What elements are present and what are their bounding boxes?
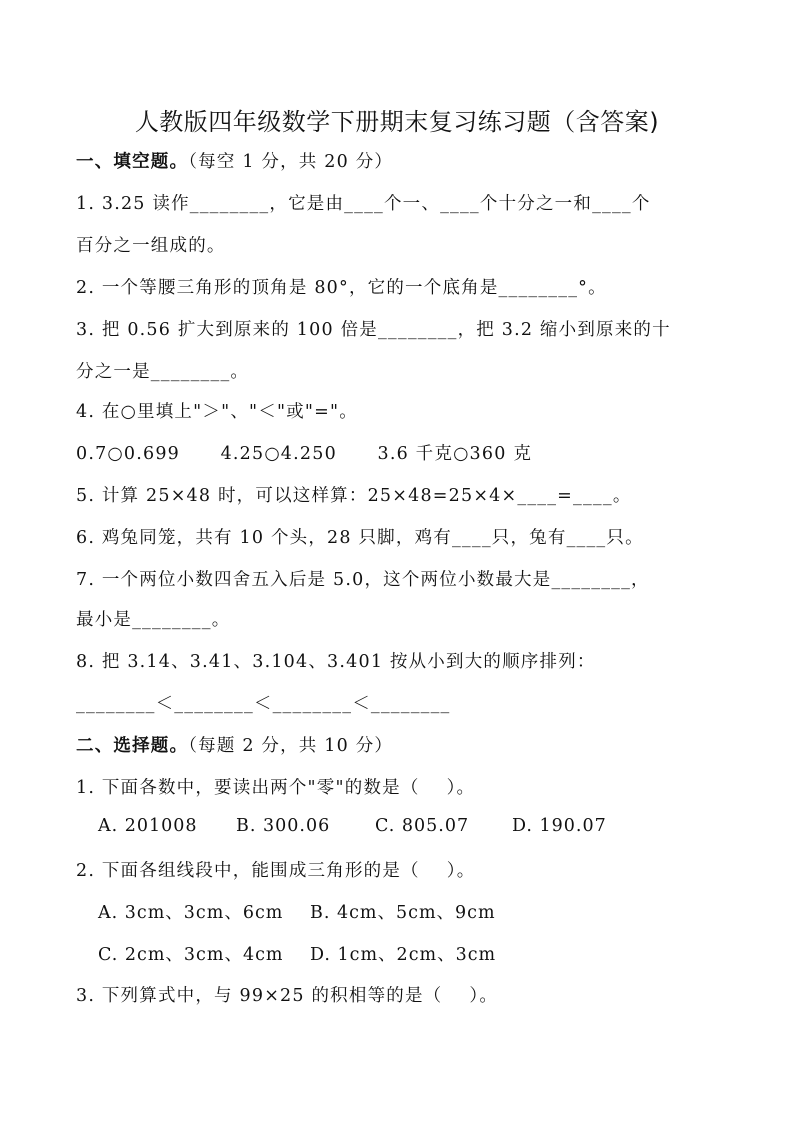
section2-note: （每题 2 分，共 10 分） [188, 736, 394, 756]
section2-heading [76, 732, 393, 757]
question-2-1-option-b: B. 300.06 [236, 816, 331, 836]
question-1-7-line-b: 最小是________。 [76, 610, 231, 630]
question-1-8-line-b: ________＜________＜________＜________ [76, 694, 451, 714]
section1-heading [76, 148, 393, 173]
question-1-4-line-b: 0.7○0.699 4.25○4.250 3.6 千克○360 克 [76, 444, 533, 464]
question-1-7-line-a: 7. 一个两位小数四舍五入后是 5.0，这个两位小数最大是________， [76, 570, 650, 590]
question-2-1-option-a: A. 201008 [98, 816, 198, 836]
question-1-1-line-a: 1. 3.25 读作________，它是由____个一、____个十分之一和____个 [76, 194, 651, 214]
question-2-3: 3. 下列算式中，与 99×25 的积相等的是（ ）。 [76, 986, 499, 1006]
question-1-3-line-b: 分之一是________。 [76, 362, 250, 382]
question-2-1: 1. 下面各数中，要读出两个"零"的数是（ ）。 [76, 778, 476, 798]
section2-heading-text: 二、选择题。 [76, 736, 189, 756]
section1-heading-text: 一、填空题。 [76, 152, 189, 172]
question-2-2-option-c: C. 2cm、3cm、4cm [98, 945, 284, 965]
question-2-2-option-a: A. 3cm、3cm、6cm [98, 903, 284, 923]
question-1-6: 6. 鸡兔同笼，共有 10 个头，28 只脚，鸡有____只，兔有____只。 [76, 528, 644, 548]
question-1-1-line-b: 百分之一组成的。 [76, 236, 226, 256]
question-2-2-option-b: B. 4cm、5cm、9cm [310, 903, 496, 923]
question-1-4-line-a: 4. 在○里填上"＞"、"＜"或"="。 [76, 402, 358, 422]
section1-note: （每空 1 分，共 20 分） [188, 152, 394, 172]
question-1-3-line-a: 3. 把 0.56 扩大到原来的 100 倍是________，把 3.2 缩小到原来的十 [76, 320, 671, 340]
question-1-2: 2. 一个等腰三角形的顶角是 80°，它的一个底角是________°。 [76, 278, 607, 298]
question-1-5: 5. 计算 25×48 时，可以这样算：25×48=25×4×____=____。 [76, 486, 632, 506]
question-2-2-option-d: D. 1cm、2cm、3cm [310, 945, 497, 965]
question-2-2: 2. 下面各组线段中，能围成三角形的是（ ）。 [76, 861, 476, 881]
page-title: 人教版四年级数学下册期末复习练习题（含答案) [134, 108, 660, 136]
question-2-1-option-c: C. 805.07 [375, 816, 470, 836]
question-2-1-option-d: D. 190.07 [512, 816, 607, 836]
question-1-8-line-a: 8. 把 3.14、3.41、3.104、3.401 按从小到大的顺序排列： [76, 652, 596, 672]
